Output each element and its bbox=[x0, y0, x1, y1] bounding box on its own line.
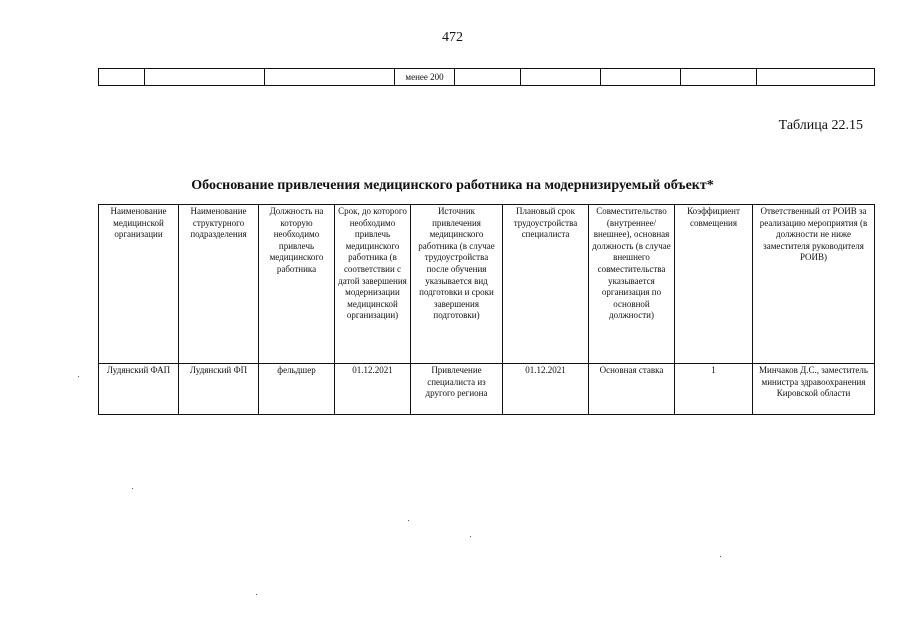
strip-cell bbox=[601, 69, 681, 86]
header-cell: Коэффициент совмещения bbox=[675, 205, 753, 364]
table-cell: Лудянский ФАП bbox=[99, 364, 179, 415]
strip-cell bbox=[145, 69, 265, 86]
page-number: 472 bbox=[442, 30, 463, 45]
header-cell: Наименование структурного подразделения bbox=[179, 205, 259, 364]
table-cell: 01.12.2021 bbox=[335, 364, 411, 415]
table-cell: фельдшер bbox=[259, 364, 335, 415]
table-header-row bbox=[99, 205, 875, 364]
strip-cell bbox=[265, 69, 395, 86]
strip-cell: менее 200 bbox=[395, 69, 455, 86]
scan-speck bbox=[78, 376, 79, 377]
header-cell: Наименование медицинской организации bbox=[99, 205, 179, 364]
header-cell: Плановый срок трудоустройства специалиста bbox=[503, 205, 589, 364]
header-cell: Совместительство (внутреннее/внешнее), основная должность (в случае внешнего совместительства указывается организация по основной должности) bbox=[589, 205, 675, 364]
table-cell: 1 bbox=[675, 364, 753, 415]
header-cell: Источник привлечения медицинского работника (в случае трудоустройства после обучения указывается вид подготовки и сроки завершения подготовки) bbox=[411, 205, 503, 364]
strip-cell bbox=[455, 69, 521, 86]
table-title: Обоснование привлечения медицинского работника на модернизируемый объект* bbox=[191, 178, 714, 193]
table-row bbox=[99, 364, 875, 415]
scan-speck bbox=[132, 488, 133, 489]
header-cell: Срок, до которого необходимо привлечь медицинского работника (в соответствии с датой завершения модернизации медицинской организации) bbox=[335, 205, 411, 364]
table-label: Таблица 22.15 bbox=[778, 118, 863, 133]
header-cell: Ответственный от РОИВ за реализацию мероприятия (в должности не ниже заместителя руководителя РОИВ) bbox=[753, 205, 875, 364]
table-cell: Основная ставка bbox=[589, 364, 675, 415]
strip-cell bbox=[757, 69, 875, 86]
table-cell: Привлечение специалиста из другого региона bbox=[411, 364, 503, 415]
strip-cell bbox=[521, 69, 601, 86]
staffing-table bbox=[98, 204, 875, 415]
strip-cell bbox=[681, 69, 757, 86]
table-cell: 01.12.2021 bbox=[503, 364, 589, 415]
header-cell: Должность на которую необходимо привлечь медицинского работника bbox=[259, 205, 335, 364]
table-cell: Минчаков Д.С., заместитель министра здравоохранения Кировской области bbox=[753, 364, 875, 415]
strip-cell bbox=[99, 69, 145, 86]
scan-speck bbox=[470, 536, 471, 537]
continued-table-row bbox=[98, 68, 875, 86]
scan-speck bbox=[256, 594, 257, 595]
scan-speck bbox=[408, 520, 409, 521]
scan-speck bbox=[720, 556, 721, 557]
table-cell: Лудянский ФП bbox=[179, 364, 259, 415]
